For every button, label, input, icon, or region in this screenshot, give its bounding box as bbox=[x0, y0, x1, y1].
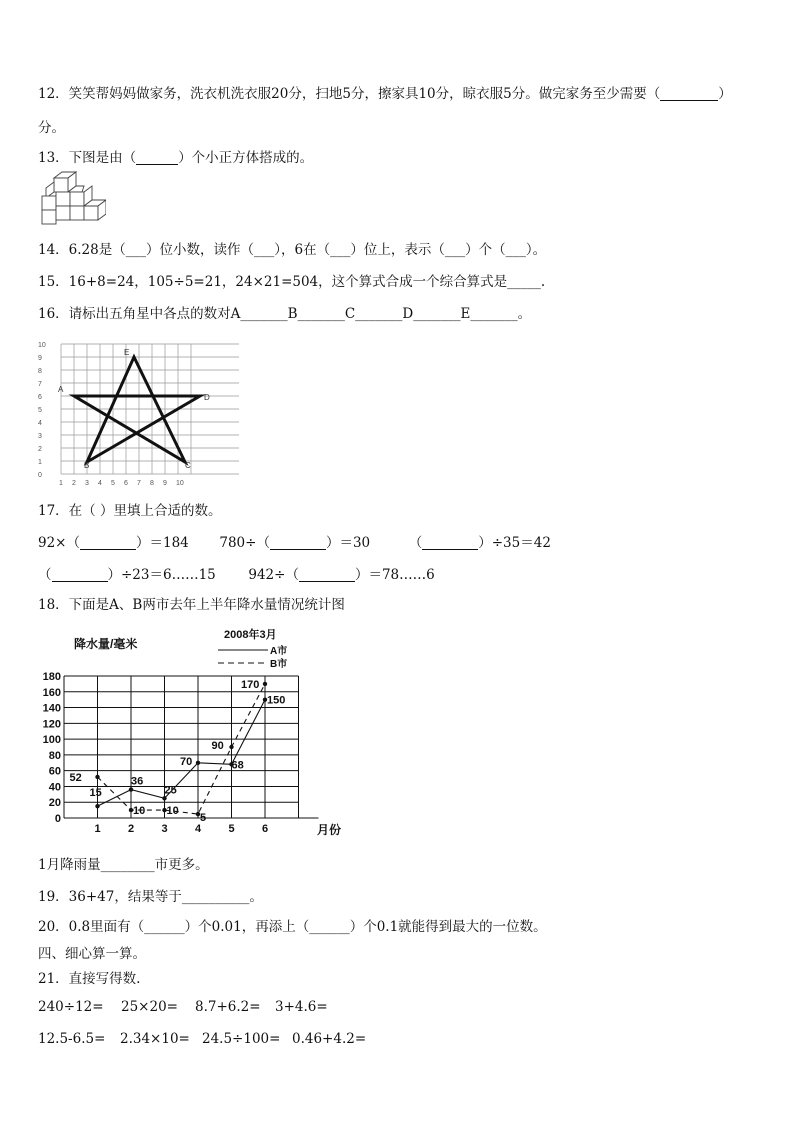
star-y-tick: 0 bbox=[38, 472, 42, 479]
star-x-tick: 6 bbox=[124, 480, 128, 487]
chart-y-tick: 100 bbox=[42, 734, 61, 747]
q17-c-pre: （ bbox=[408, 535, 423, 551]
star-y-tick: 3 bbox=[38, 433, 42, 440]
q17-b-blank[interactable] bbox=[270, 535, 326, 550]
chart-point bbox=[95, 804, 99, 808]
q21-item: 12.5-6.5= bbox=[38, 1031, 106, 1047]
q12-text: 12．笑笑帮妈妈做家务，洗衣机洗衣服20分，扫地5分，擦家具10分，晾衣服5分。做完家务至少需要（ bbox=[38, 86, 661, 102]
chart-data-label: 25 bbox=[164, 784, 177, 797]
star-x-tick: 9 bbox=[163, 480, 167, 487]
chart-y-tick: 60 bbox=[48, 765, 61, 778]
chart-y-tick: 180 bbox=[42, 671, 61, 683]
chart-data-label: 68 bbox=[231, 759, 244, 772]
q14-line bbox=[38, 238, 546, 258]
chart-data-label: 10 bbox=[133, 805, 146, 818]
section-four-heading bbox=[38, 942, 146, 962]
q19-text: 19．36+47，结果等于__________。 bbox=[38, 889, 263, 905]
q18-title: 18．下面是A、B两市去年上半年降水量情况统计图 bbox=[38, 597, 345, 613]
q21-item: 24.5÷100= bbox=[202, 1031, 281, 1047]
q12-line bbox=[38, 82, 732, 102]
q17-a-blank[interactable] bbox=[80, 535, 136, 550]
five-point-star bbox=[74, 357, 200, 462]
chart-xlabel: 月份 bbox=[317, 823, 342, 837]
star-y-tick: 1 bbox=[38, 459, 42, 466]
star-y-tick: 4 bbox=[38, 420, 42, 427]
q15-line bbox=[38, 270, 545, 290]
chart-title: 2008年3月 bbox=[224, 629, 277, 641]
star-x-tick: 1 bbox=[59, 480, 63, 487]
chart-point bbox=[196, 761, 200, 765]
chart-point bbox=[263, 682, 267, 686]
q17-d-pre: （ bbox=[38, 567, 52, 583]
star-point-b-label: B bbox=[84, 461, 90, 470]
chart-y-tick: 20 bbox=[48, 797, 61, 810]
q14-text: 14．6.28是（___）位小数，读作（___），6在（___）位上，表示（___）个（___）。 bbox=[38, 242, 547, 258]
q17-b-post: ）＝30 bbox=[325, 535, 371, 551]
q21-item: 8.7+6.2= bbox=[195, 999, 261, 1015]
chart-data-label: 15 bbox=[89, 787, 102, 800]
star-x-tick: 2 bbox=[72, 480, 76, 487]
chart-series-line-a bbox=[98, 700, 266, 807]
q17-title-line bbox=[38, 499, 221, 519]
chart-x-tick: 5 bbox=[228, 823, 235, 835]
star-point-d-label: D bbox=[204, 393, 210, 402]
q12-answer-blank[interactable] bbox=[660, 86, 718, 101]
q17-d-blank[interactable] bbox=[52, 567, 108, 582]
star-point-c-label: C bbox=[185, 461, 191, 470]
star-y-tick: 9 bbox=[38, 355, 42, 362]
q19-line bbox=[38, 885, 263, 905]
q15-text: 15．16+8=24，105÷5=21，24×21=504，这个算式合成一个综合算式是_____. bbox=[38, 274, 546, 290]
chart-y-tick: 160 bbox=[42, 686, 61, 699]
q13-pre: 13．下图是由（ bbox=[38, 150, 137, 166]
star-grid-figure bbox=[34, 336, 239, 488]
star-y-tick: 7 bbox=[38, 381, 42, 388]
q17-c-post: ）÷35＝42 bbox=[478, 535, 551, 551]
q18-title-line bbox=[38, 593, 345, 613]
rainfall-line-chart bbox=[34, 620, 364, 842]
chart-y-tick: 140 bbox=[42, 702, 61, 715]
chart-x-tick: 4 bbox=[194, 823, 202, 835]
q13-post: ）个小正方体搭成的。 bbox=[178, 150, 314, 166]
star-y-tick: 8 bbox=[38, 368, 42, 375]
chart-x-tick: 1 bbox=[94, 823, 101, 835]
star-y-tick: 5 bbox=[38, 407, 42, 414]
cubes-figure bbox=[40, 170, 106, 230]
q21-item: 2.34×10= bbox=[120, 1031, 190, 1047]
star-y-tick: 2 bbox=[38, 446, 42, 453]
q12-close: ） bbox=[718, 86, 732, 102]
star-x-tick: 3 bbox=[85, 480, 89, 487]
q13-line bbox=[38, 146, 313, 166]
chart-ylabel: 降水量/毫米 bbox=[74, 637, 138, 651]
star-x-tick: 8 bbox=[150, 480, 154, 487]
q20-text: 20．0.8里面有（______）个0.01，再添上（______）个0.1就能得到最大的一位数。 bbox=[38, 919, 547, 935]
chart-data-label: 36 bbox=[131, 775, 144, 788]
q17-e-post: ）＝78……6 bbox=[354, 567, 435, 583]
chart-data-label: 170 bbox=[241, 678, 260, 691]
chart-point bbox=[229, 745, 233, 749]
star-y-tick: 6 bbox=[38, 394, 42, 401]
chart-x-tick: 3 bbox=[161, 823, 168, 835]
star-y-tick: 10 bbox=[38, 342, 46, 349]
chart-x-tick: 2 bbox=[127, 823, 135, 835]
q17-title: 17．在（ ）里填上合适的数。 bbox=[38, 503, 222, 519]
q17-b-pre: 780÷（ bbox=[219, 535, 270, 551]
q21-title: 21．直接写得数. bbox=[38, 971, 141, 987]
q21-row2 bbox=[38, 1031, 366, 1047]
q17-d-post: ）÷23＝6……15 bbox=[107, 567, 216, 583]
q21-item: 0.46+4.2= bbox=[292, 1031, 367, 1047]
chart-y-tick: 80 bbox=[48, 749, 61, 762]
q17-row2 bbox=[38, 563, 435, 583]
q21-item: 3+4.6= bbox=[275, 999, 328, 1015]
q17-c-blank[interactable] bbox=[422, 535, 478, 550]
chart-data-label: 52 bbox=[69, 771, 82, 784]
chart-data-label: 5 bbox=[200, 812, 207, 825]
q18-question-line bbox=[38, 853, 209, 873]
legend-b-label: B市 bbox=[270, 659, 288, 670]
chart-y-tick: 40 bbox=[48, 781, 61, 794]
chart-point bbox=[95, 775, 99, 779]
chart-data-label: 10 bbox=[166, 805, 179, 818]
chart-data-label: 150 bbox=[267, 694, 286, 707]
q17-e-pre: 942÷（ bbox=[248, 567, 299, 583]
q17-row1 bbox=[38, 531, 551, 551]
section-four-text: 四、细心算一算。 bbox=[38, 946, 146, 962]
star-point-e-label: E bbox=[124, 348, 130, 357]
chart-data-label: 90 bbox=[211, 740, 224, 752]
q18-question: 1月降雨量________市更多。 bbox=[38, 857, 209, 873]
q21-item: 240÷12= bbox=[38, 999, 104, 1015]
chart-x-tick: 6 bbox=[261, 823, 269, 835]
chart-point bbox=[162, 796, 166, 800]
chart-data-label: 70 bbox=[180, 755, 193, 768]
q17-a-pre: 92×（ bbox=[38, 535, 80, 551]
q17-e-blank[interactable] bbox=[299, 567, 355, 582]
q17-a-post: ）＝184 bbox=[136, 535, 189, 551]
q12-unit: 分。 bbox=[38, 120, 65, 136]
q21-item: 25×20= bbox=[121, 999, 178, 1015]
q16-text: 16．请标出五角星中各点的数对A_______B_______C_______D_______E_______。 bbox=[38, 306, 532, 322]
chart-y-tick: 0 bbox=[54, 813, 61, 825]
q20-line bbox=[38, 915, 547, 935]
q21-title-line bbox=[38, 967, 140, 987]
q21-row1 bbox=[38, 999, 328, 1015]
legend-a-label: A市 bbox=[270, 646, 288, 657]
star-x-tick: 10 bbox=[176, 480, 184, 487]
star-x-tick: 5 bbox=[111, 480, 115, 487]
star-x-tick: 4 bbox=[98, 480, 102, 487]
q12-unit-line bbox=[38, 116, 65, 136]
star-point-a-label: A bbox=[58, 385, 64, 394]
chart-y-tick: 120 bbox=[42, 718, 61, 731]
chart-point bbox=[129, 787, 133, 791]
q16-line bbox=[38, 302, 531, 322]
star-x-tick: 7 bbox=[137, 480, 141, 487]
q13-answer-blank[interactable] bbox=[136, 150, 178, 165]
